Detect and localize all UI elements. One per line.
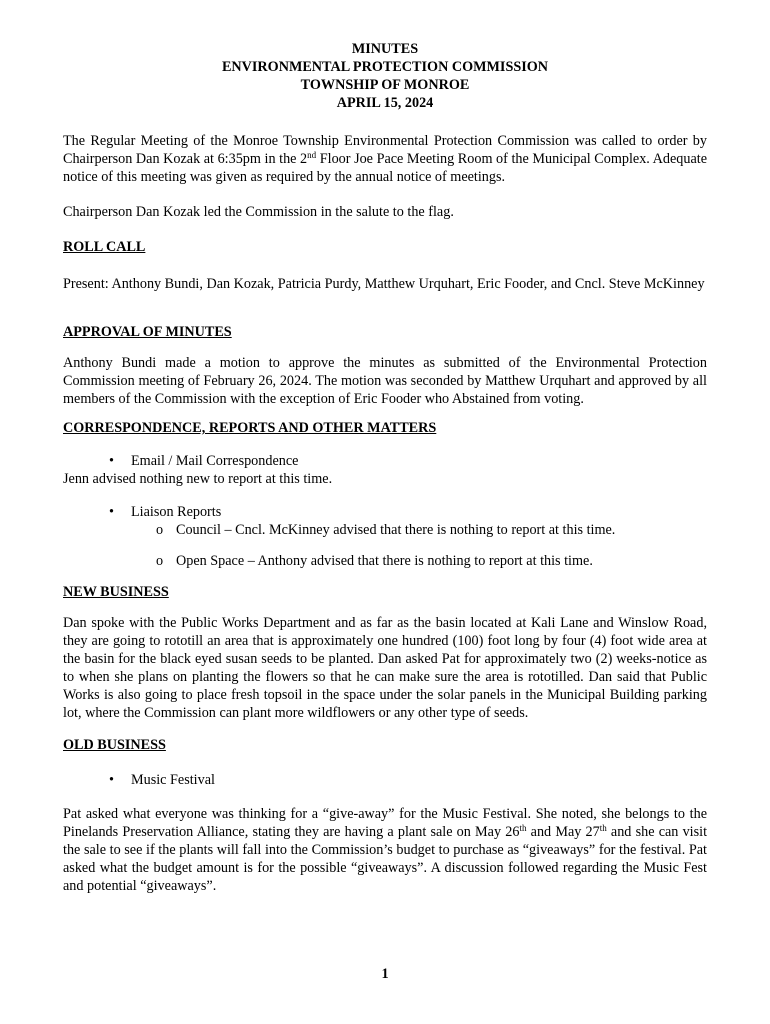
header-date: APRIL 15, 2024: [336, 95, 434, 111]
approval-text: Anthony Bundi made a motion to approve the minutes as submitted of the Environmental Protection Commission meeting of February 26, 2024. The motion was seconded by Matthew Urquhart and approved by all members of the Commission with the exception of Eric Fooder who Abstained from voting.: [63, 355, 707, 407]
header-commission: ENVIRONMENTAL PROTECTION COMMISSION: [221, 59, 549, 75]
header-title: MINUTES: [351, 41, 419, 57]
salute-paragraph: Chairperson Dan Kozak led the Commission in the salute to the flag.: [63, 204, 454, 220]
email-correspondence-text: Jenn advised nothing new to report at this time.: [63, 471, 333, 487]
new-business-text: Dan spoke with the Public Works Department and as far as the basin located at Kali Lane and Winslow Road, they are going to rototill an area that is approximately one hundred (100) foot long by four (4) foot wide area at the basin for the black eyed susan seeds to be planted. Dan asked Pat for approximately two (2) weeks-notice as to when she plans on planting the flowers so that he can make sure the area is rototilled. Dan said that Public Works is also going to place fresh topsoil in the space under the solar panels in the Municipal Building parking lot, where the Commission can plant more wildflowers or any other type of seeds.: [63, 615, 707, 721]
old-business-text: Pat asked what everyone was thinking for a “give-away” for the Music Festival. She noted, she belongs to the Pinelands Preservation Alliance, stating they are having a plant sale on May 26th and May 27th and she can visit the sale to see if the plants will fall into the Commission’s budget to purchase as “giveaways” for the festival. Pat asked what the budget amount is for the possible “giveaways”. A discussion followed regarding the Music Fest and potential “giveaways”.: [63, 806, 708, 894]
roll-call-heading: ROLL CALL: [63, 239, 146, 255]
page-number: 1: [381, 966, 389, 982]
document-header: [63, 40, 707, 112]
intro-paragraph: The Regular Meeting of the Monroe Township Environmental Protection Commission was called to order by Chairperson Dan Kozak at 6:35pm in the 2nd Floor Joe Pace Meeting Room of the Municipal Complex. Adequate notice of this meeting was given as required by the annual notice of meetings.: [63, 133, 708, 185]
bullet-liaison-reports: • Liaison Reports: [109, 504, 222, 520]
roll-call-text: Present: Anthony Bundi, Dan Kozak, Patricia Purdy, Matthew Urquhart, Eric Fooder, and Cncl. Steve McKinney: [63, 276, 705, 292]
bullet-icon: •: [109, 504, 114, 520]
old-business-heading: OLD BUSINESS: [63, 737, 166, 753]
bullet-icon: •: [109, 772, 114, 788]
correspondence-heading: CORRESPONDENCE, REPORTS AND OTHER MATTERS: [63, 420, 437, 436]
header-township: TOWNSHIP OF MONROE: [300, 77, 470, 93]
bullet-icon: •: [109, 453, 114, 469]
sub-bullet-council: o Council – Cncl. McKinney advised that there is nothing to report at this time.: [156, 522, 616, 538]
approval-heading: APPROVAL OF MINUTES: [63, 324, 232, 340]
circle-bullet-icon: o: [156, 553, 164, 569]
sub-bullet-open-space: o Open Space – Anthony advised that there is nothing to report at this time.: [156, 553, 593, 569]
new-business-heading: NEW BUSINESS: [63, 584, 169, 600]
bullet-music-festival: • Music Festival: [109, 772, 215, 788]
document-page: [63, 40, 707, 895]
circle-bullet-icon: o: [156, 522, 164, 538]
bullet-email-correspondence: • Email / Mail Correspondence: [109, 453, 299, 469]
